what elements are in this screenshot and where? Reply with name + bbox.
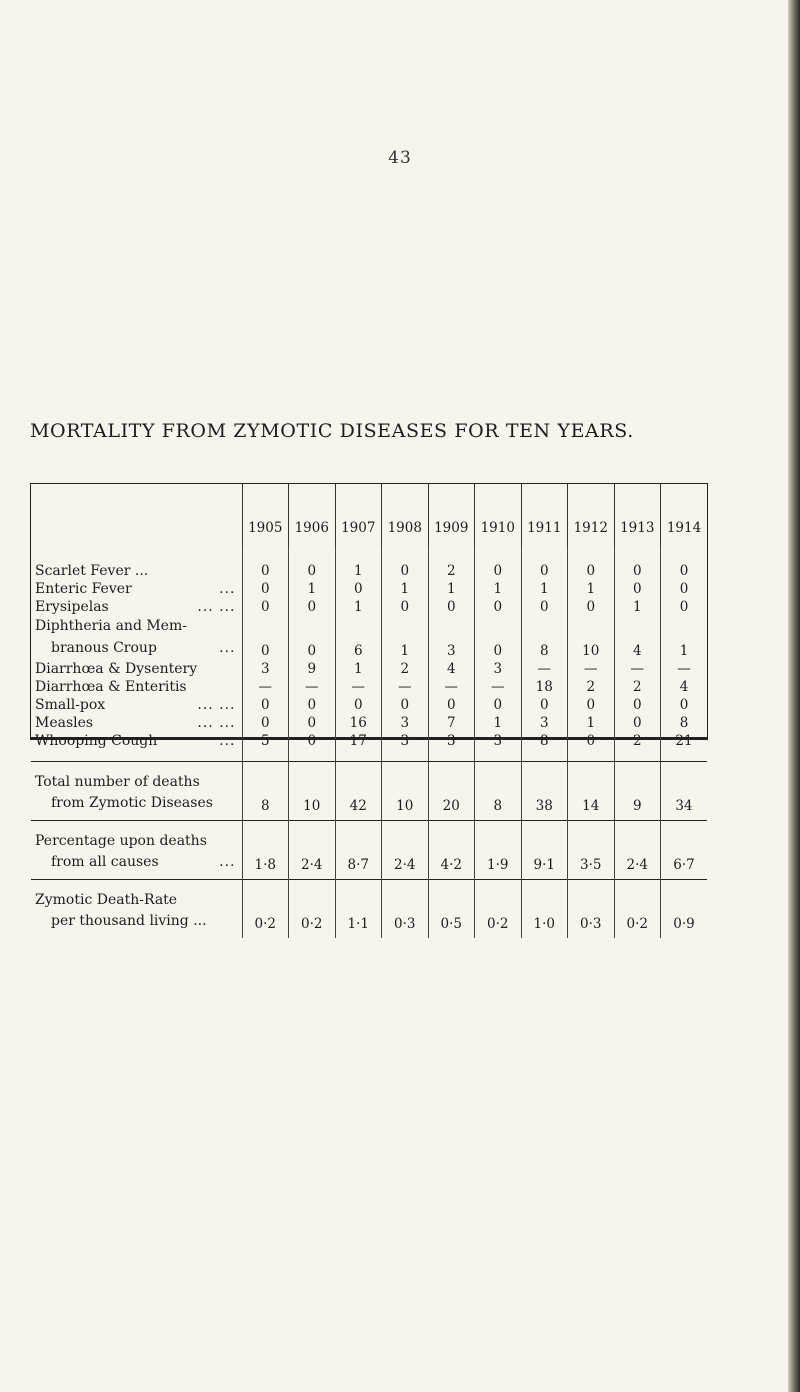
table-cell: 1·0	[521, 880, 568, 939]
table-cell: 14	[568, 762, 615, 821]
table-cell: 9	[614, 762, 661, 821]
table-cell: —	[335, 677, 382, 695]
table-cell: 0	[289, 731, 336, 762]
table-cell: 3	[428, 615, 475, 659]
table-cell: 0·2	[475, 880, 522, 939]
table-cell: 1	[568, 713, 615, 731]
table-cell: 0	[475, 546, 522, 579]
row-label: Scarlet Fever ...	[35, 563, 149, 579]
year-header: 1912	[568, 484, 615, 546]
table-cell: 1	[661, 615, 708, 659]
table-cell: 2	[382, 659, 429, 677]
table-title: MORTALITY FROM ZYMOTIC DISEASES FOR TEN YEARS.	[30, 420, 634, 442]
table-cell: 1	[475, 579, 522, 597]
year-header: 1906	[289, 484, 336, 546]
table-cell: 3	[382, 713, 429, 731]
table-cell: 38	[521, 762, 568, 821]
table-cell: 1	[335, 546, 382, 579]
table-cell: 0	[614, 579, 661, 597]
row-label: Total number of deaths from Zymotic Diseases	[31, 762, 242, 821]
table-cell: 2	[614, 731, 661, 762]
table-cell: 4·2	[428, 821, 475, 880]
table-cell: 0	[242, 597, 289, 615]
table-cell: —	[661, 659, 708, 677]
table-cell: 10	[289, 762, 336, 821]
table-cell: 1	[568, 579, 615, 597]
table-cell: 17	[335, 731, 382, 762]
table-cell: 3	[475, 659, 522, 677]
table-cell: 0	[521, 597, 568, 615]
table-row	[31, 615, 707, 659]
table-cell: 1·8	[242, 821, 289, 880]
table-cell: 0	[242, 579, 289, 597]
table-cell: 0·5	[428, 880, 475, 939]
year-header: 1905	[242, 484, 289, 546]
row-label: Percentage upon deaths from all causes ...	[31, 821, 242, 880]
page-edge-shadow	[788, 0, 800, 1392]
table-cell: 4	[661, 677, 708, 695]
leader-dots: ...	[219, 854, 236, 870]
year-header: 1908	[382, 484, 429, 546]
table-cell: —	[289, 677, 336, 695]
table-cell: 4	[428, 659, 475, 677]
table-cell: 3	[475, 731, 522, 762]
table-row	[31, 731, 707, 762]
table-cell: 34	[661, 762, 708, 821]
table-cell: 0	[289, 615, 336, 659]
table-cell: 0·3	[568, 880, 615, 939]
table-row	[31, 546, 707, 579]
table-cell: 42	[335, 762, 382, 821]
table-cell: —	[568, 659, 615, 677]
leader-dots: ... ...	[197, 715, 236, 731]
table-cell: 0	[568, 546, 615, 579]
table-cell: 1	[382, 579, 429, 597]
table-cell: 0·2	[242, 880, 289, 939]
table-cell: 0	[661, 579, 708, 597]
table-cell: 7	[428, 713, 475, 731]
header-corner	[31, 484, 242, 546]
table-cell: 1	[335, 597, 382, 615]
table-cell: 0	[289, 713, 336, 731]
table-cell: 0	[614, 713, 661, 731]
leader-dots: ... ...	[197, 697, 236, 713]
table-cell: 2	[568, 677, 615, 695]
table-cell: 18	[521, 677, 568, 695]
year-header: 1914	[661, 484, 708, 546]
table-cell: 4	[614, 615, 661, 659]
summary-row	[31, 762, 707, 821]
table-cell: 8·7	[335, 821, 382, 880]
table-cell: 0	[661, 597, 708, 615]
table-cell: 0	[428, 597, 475, 615]
leader-dots: ...	[219, 581, 236, 597]
row-label: Measles ... ...	[31, 713, 242, 731]
table-cell: 0	[614, 695, 661, 713]
table-cell: 0	[475, 695, 522, 713]
table-cell: 0	[475, 597, 522, 615]
table-cell: —	[475, 677, 522, 695]
table-cell: —	[382, 677, 429, 695]
table-cell: 0	[242, 713, 289, 731]
table-row	[31, 695, 707, 713]
table-cell: 0	[614, 546, 661, 579]
table-cell: 3	[521, 713, 568, 731]
table-cell: 1	[475, 713, 522, 731]
table-row	[31, 659, 707, 677]
table-cell: 2·4	[382, 821, 429, 880]
table-cell: 0	[568, 695, 615, 713]
year-header: 1911	[521, 484, 568, 546]
table-row	[31, 677, 707, 695]
summary-row	[31, 880, 707, 939]
table-cell: 1	[521, 579, 568, 597]
table-cell: 0	[289, 546, 336, 579]
row-label: Erysipelas ... ...	[31, 597, 242, 615]
table-cell: 1	[614, 597, 661, 615]
table-cell: 3	[382, 731, 429, 762]
table-cell: 8	[475, 762, 522, 821]
table-cell: 1	[289, 579, 336, 597]
row-label: Zymotic Death-Rate per thousand living ...	[31, 880, 242, 939]
table-cell: 9	[289, 659, 336, 677]
table-row	[31, 579, 707, 597]
table-cell: 8	[521, 615, 568, 659]
leader-dots: ...	[219, 640, 236, 656]
row-label: Diphtheria and Mem- branous Croup ...	[31, 615, 242, 659]
table-cell: 2·4	[614, 821, 661, 880]
table-cell: 2·4	[289, 821, 336, 880]
table-row	[31, 597, 707, 615]
table-cell: 8	[661, 713, 708, 731]
table-cell: 1·9	[475, 821, 522, 880]
table-cell: 9·1	[521, 821, 568, 880]
table-cell: 6·7	[661, 821, 708, 880]
leader-dots: ...	[219, 733, 236, 749]
table-cell: 8	[242, 762, 289, 821]
table-cell: 0·3	[382, 880, 429, 939]
table-cell: 3·5	[568, 821, 615, 880]
table-cell: 0·2	[289, 880, 336, 939]
table-cell: 0	[428, 695, 475, 713]
table-cell: 0	[382, 695, 429, 713]
table-row	[31, 713, 707, 731]
table-cell: 0	[242, 695, 289, 713]
row-label: Enteric Fever ...	[31, 579, 242, 597]
table-cell: 10	[568, 615, 615, 659]
table-cell: —	[614, 659, 661, 677]
table-cell: 0	[568, 597, 615, 615]
summary-row	[31, 821, 707, 880]
table-cell: 0	[382, 546, 429, 579]
table-cell: 1	[428, 579, 475, 597]
year-header: 1907	[335, 484, 382, 546]
row-label: Whooping Cough ...	[31, 731, 242, 762]
page-number: 43	[388, 148, 412, 168]
table-cell: 0	[382, 597, 429, 615]
row-label: Diarrhœa & Enteritis	[35, 679, 187, 695]
table-cell: 0	[521, 695, 568, 713]
table-cell: 0·2	[614, 880, 661, 939]
year-header: 1913	[614, 484, 661, 546]
row-label: Small-pox ... ...	[31, 695, 242, 713]
leader-dots: ... ...	[197, 599, 236, 615]
table-cell: —	[242, 677, 289, 695]
mortality-table	[30, 483, 708, 932]
table-cell: 0	[521, 546, 568, 579]
year-header: 1909	[428, 484, 475, 546]
table-cell: 0	[475, 615, 522, 659]
table-cell: 2	[428, 546, 475, 579]
table-cell: 1	[382, 615, 429, 659]
table-cell: 6	[335, 615, 382, 659]
table-cell: 1	[335, 659, 382, 677]
year-header: 1910	[475, 484, 522, 546]
table-cell: 5	[242, 731, 289, 762]
table-cell: 0	[289, 597, 336, 615]
table-cell: 0	[661, 695, 708, 713]
table-cell: 0	[242, 546, 289, 579]
table-cell: —	[521, 659, 568, 677]
table-cell: 3	[242, 659, 289, 677]
table-cell: —	[428, 677, 475, 695]
table-cell: 20	[428, 762, 475, 821]
table-cell: 1·1	[335, 880, 382, 939]
table-cell: 0	[661, 546, 708, 579]
table-cell: 0	[335, 695, 382, 713]
table-cell: 21	[661, 731, 708, 762]
table-cell: 0	[568, 731, 615, 762]
table-cell: 2	[614, 677, 661, 695]
table-cell: 16	[335, 713, 382, 731]
table-cell: 3	[428, 731, 475, 762]
row-label: Diarrhœa & Dysentery	[35, 661, 198, 677]
table-cell: 0	[289, 695, 336, 713]
header-row	[31, 484, 707, 546]
table-cell: 0	[242, 615, 289, 659]
table-cell: 0	[335, 579, 382, 597]
table-cell: 0·9	[661, 880, 708, 939]
table-cell: 10	[382, 762, 429, 821]
table-cell: 8	[521, 731, 568, 762]
